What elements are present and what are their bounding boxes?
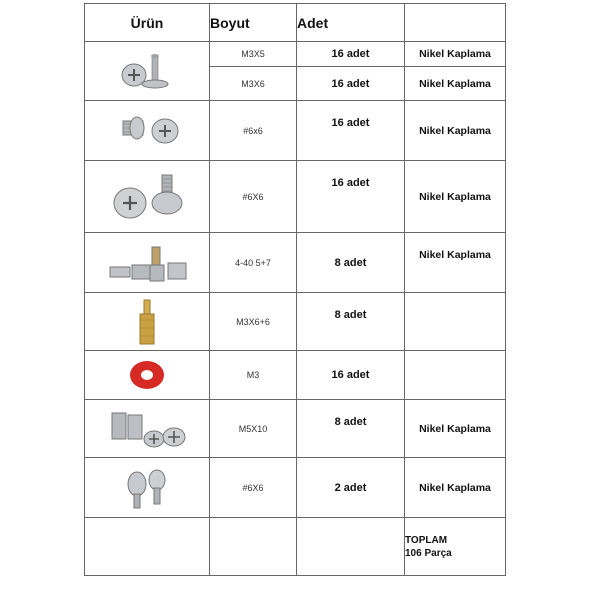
red-washer-icon [127, 357, 167, 393]
empty-cell [85, 518, 210, 576]
finish-cell: Nikel Kaplama [405, 458, 506, 518]
qty-cell: 2 adet [297, 458, 405, 518]
product-image-cell [85, 293, 210, 351]
parts-table [84, 3, 506, 576]
hex-screw-icon [109, 111, 185, 151]
size-cell: M3X5 [210, 42, 297, 67]
qty-cell: 16 adet [297, 101, 405, 161]
size-cell: M3X6 [210, 67, 297, 101]
table-row [85, 293, 506, 351]
product-image-cell [85, 161, 210, 233]
qty-cell: 16 adet [297, 42, 405, 67]
size-cell: M5X10 [210, 400, 297, 458]
qty-cell: 8 adet [297, 233, 405, 293]
qty-cell: 8 adet [297, 400, 405, 458]
size-cell: #6X6 [210, 458, 297, 518]
header-qty: Adet [297, 4, 405, 42]
table-row [85, 101, 506, 161]
table-row [85, 233, 506, 293]
qty-cell: 16 adet [297, 67, 405, 101]
table-row [85, 42, 506, 67]
size-cell: M3X6+6 [210, 293, 297, 351]
product-image-cell [85, 458, 210, 518]
qty-cell: 8 adet [297, 293, 405, 351]
finish-cell [405, 293, 506, 351]
size-cell: M3 [210, 351, 297, 400]
finish-cell: Nikel Kaplama [405, 101, 506, 161]
qty-cell: 16 adet [297, 351, 405, 400]
header-size: Boyut [210, 4, 297, 42]
finish-cell: Nikel Kaplama [405, 233, 506, 293]
qty-cell: 16 adet [297, 161, 405, 233]
total-count: 106 Parça [405, 547, 452, 559]
product-image-cell [85, 42, 210, 101]
total-cell [405, 518, 506, 576]
product-image-cell [85, 351, 210, 400]
finish-cell: Nikel Kaplama [405, 42, 506, 67]
header-row [85, 4, 506, 42]
product-image-cell [85, 101, 210, 161]
thumb-screw-icon [119, 464, 175, 512]
finish-cell: Nikel Kaplama [405, 400, 506, 458]
size-cell: #6x6 [210, 101, 297, 161]
empty-cell [210, 518, 297, 576]
table-row [85, 161, 506, 233]
brass-standoff-icon [132, 298, 162, 346]
total-label: TOPLAM [405, 534, 448, 546]
table-row [85, 458, 506, 518]
flange-screw-icon [104, 169, 190, 225]
screw-set-icon [102, 405, 192, 453]
pan-head-screw-icon [112, 47, 182, 95]
empty-cell [297, 518, 405, 576]
size-cell: 4-40 5+7 [210, 233, 297, 293]
finish-cell: Nikel Kaplama [405, 67, 506, 101]
table-row [85, 351, 506, 400]
product-image-cell [85, 233, 210, 293]
finish-cell: Nikel Kaplama [405, 161, 506, 233]
header-extra [405, 4, 506, 42]
header-product: Ürün [85, 4, 210, 42]
finish-cell [405, 351, 506, 400]
size-cell: #6X6 [210, 161, 297, 233]
standoff-icon [102, 239, 192, 287]
total-row [85, 518, 506, 576]
product-image-cell [85, 400, 210, 458]
table-row [85, 400, 506, 458]
